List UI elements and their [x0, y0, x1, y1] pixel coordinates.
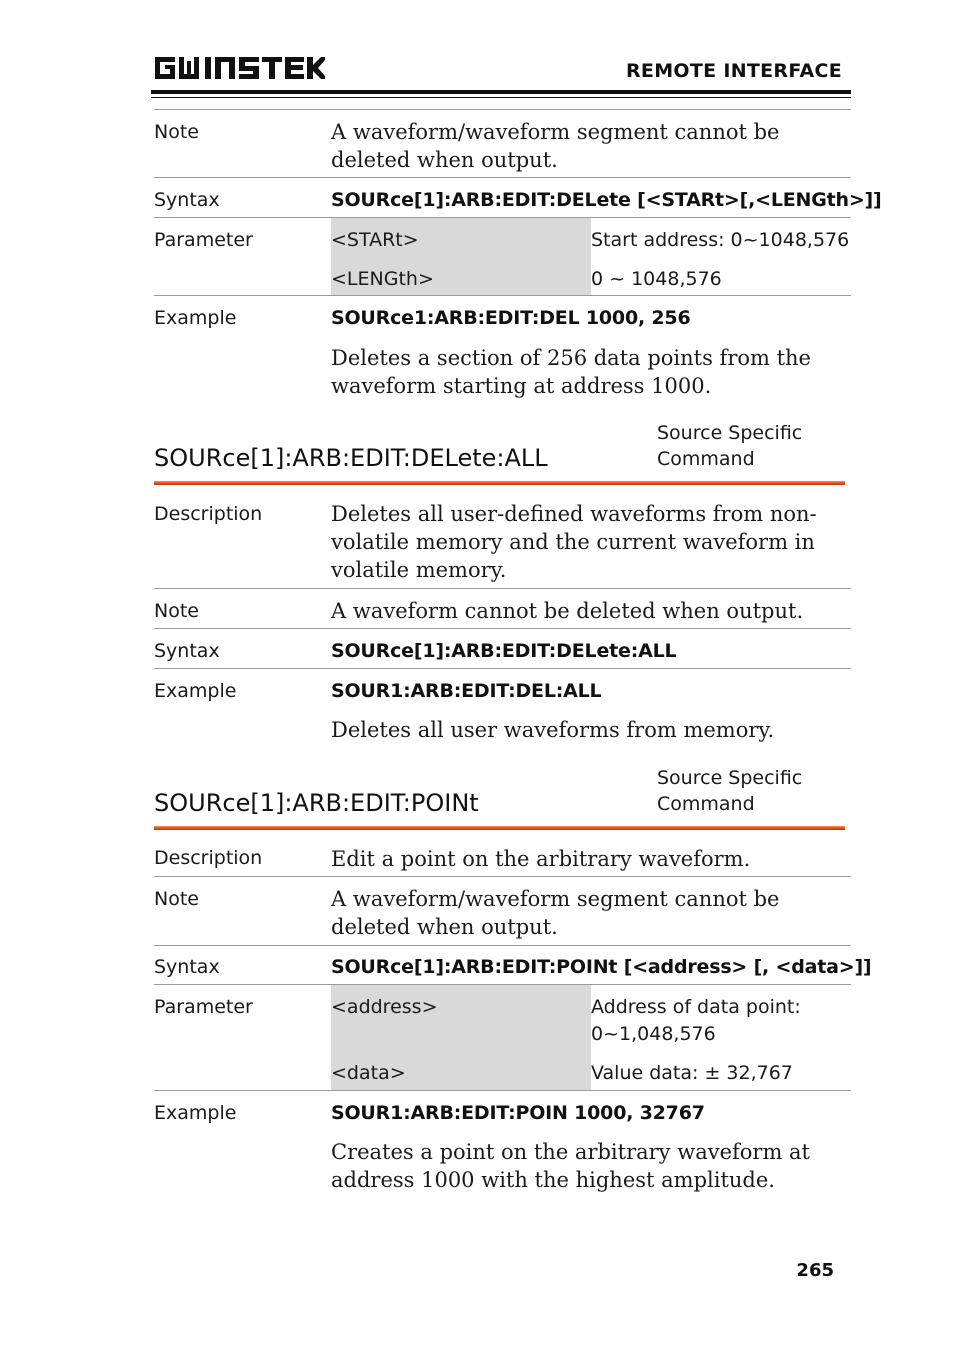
note-text — [331, 885, 780, 941]
command-type-line: Source Specific — [657, 422, 803, 444]
param-desc: Value data: ± 32,767 — [591, 1062, 793, 1084]
example-label: Example — [154, 307, 237, 329]
note-line: A waveform/waveform segment cannot be — [331, 120, 780, 144]
section-label: REMOTE INTERFACE — [626, 60, 842, 82]
description-line: volatile memory and the current waveform in — [331, 530, 815, 554]
example-text — [331, 344, 811, 400]
rule — [154, 109, 851, 110]
section-title: SOURce[1]:ARB:EDIT:POINt — [154, 789, 479, 817]
rule — [154, 876, 851, 877]
page-number: 265 — [796, 1260, 834, 1281]
command-type-line: Source Specific — [657, 767, 803, 789]
example-line: waveform starting at address 1000. — [331, 374, 712, 398]
rule — [154, 668, 851, 669]
param-desc — [591, 994, 801, 1048]
description-label: Description — [154, 503, 263, 525]
command-type — [657, 765, 802, 817]
note-line: A waveform/waveform segment cannot be — [331, 887, 780, 911]
parameter-label: Parameter — [154, 229, 253, 251]
note-text — [331, 118, 780, 174]
note-label: Note — [154, 121, 199, 143]
description-text — [331, 500, 817, 584]
rule — [154, 945, 851, 946]
example-label: Example — [154, 1102, 237, 1124]
header-rule-thin — [151, 97, 851, 98]
example-label: Example — [154, 680, 237, 702]
note-line: deleted when output. — [331, 915, 558, 939]
rule — [154, 1090, 851, 1091]
param-desc: 0 ~ 1048,576 — [591, 268, 722, 290]
rule — [154, 295, 851, 296]
param-name: <data> — [331, 1062, 406, 1084]
section-title: SOURce[1]:ARB:EDIT:DELete:ALL — [154, 444, 548, 472]
note-label: Note — [154, 888, 199, 910]
syntax-label: Syntax — [154, 956, 220, 978]
description-label: Description — [154, 847, 263, 869]
command-type-line: Command — [657, 448, 755, 470]
note-line: deleted when output. — [331, 148, 558, 172]
param-name: <LENGth> — [331, 268, 434, 290]
example-command: SOUR1:ARB:EDIT:POIN 1000, 32767 — [331, 1102, 705, 1124]
command-type-line: Command — [657, 793, 755, 815]
rule — [154, 177, 851, 178]
example-line: Deletes a section of 256 data points from the — [331, 346, 811, 370]
syntax-label: Syntax — [154, 640, 220, 662]
param-desc-line: 0~1,048,576 — [591, 1023, 716, 1045]
header-rule-thick — [151, 90, 851, 94]
brand-logo — [153, 52, 325, 84]
example-command: SOUR1:ARB:EDIT:DEL:ALL — [331, 680, 602, 702]
description-line: Deletes all user-defined waveforms from non- — [331, 502, 817, 526]
rule — [154, 588, 851, 589]
example-text — [331, 1138, 810, 1194]
syntax-label: Syntax — [154, 189, 220, 211]
parameter-label: Parameter — [154, 996, 253, 1018]
param-desc: Start address: 0~1048,576 — [591, 229, 850, 251]
description-text: Edit a point on the arbitrary waveform. — [331, 847, 751, 871]
note-label: Note — [154, 600, 199, 622]
rule — [154, 628, 851, 629]
command-type — [657, 420, 802, 472]
example-line: Creates a point on the arbitrary waveform at — [331, 1140, 811, 1164]
note-text: A waveform cannot be deleted when output. — [331, 599, 804, 623]
section-bar — [154, 481, 845, 485]
param-name: <STARt> — [331, 229, 419, 251]
syntax-command: SOURce[1]:ARB:EDIT:POINt [<address> [, <data>]] — [331, 956, 872, 978]
example-text: Deletes all user waveforms from memory. — [331, 718, 775, 742]
syntax-command: SOURce[1]:ARB:EDIT:DELete [<STARt>[,<LENGth>]] — [331, 189, 882, 211]
param-name: <address> — [331, 996, 438, 1018]
example-command: SOURce1:ARB:EDIT:DEL 1000, 256 — [331, 307, 691, 329]
param-desc-line: Address of data point: — [591, 996, 801, 1018]
syntax-command: SOURce[1]:ARB:EDIT:DELete:ALL — [331, 640, 677, 662]
section-bar — [154, 826, 845, 830]
description-line: volatile memory. — [331, 558, 507, 582]
gw-instek-logo-icon — [153, 52, 325, 84]
example-line: address 1000 with the highest amplitude. — [331, 1168, 775, 1192]
